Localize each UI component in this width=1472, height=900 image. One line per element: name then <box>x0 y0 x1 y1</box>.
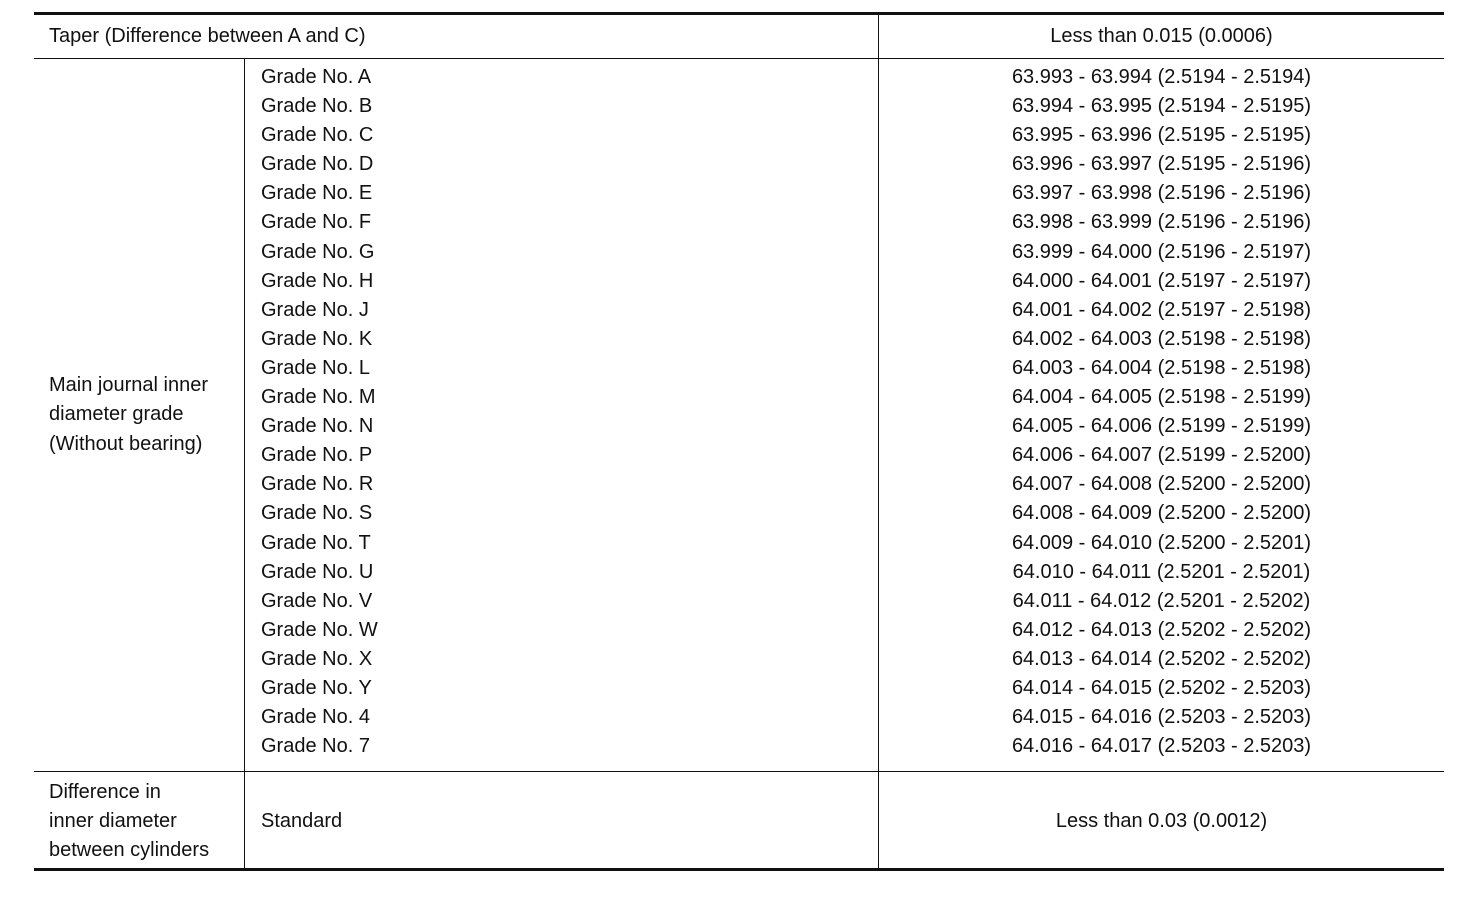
grade-value: 64.009 - 64.010 (2.5200 - 2.5201) <box>1011 531 1312 554</box>
grade-name: Grade No. D <box>261 153 374 176</box>
grade-label-line: diameter grade <box>49 403 184 426</box>
grade-label <box>49 371 208 458</box>
grade-value: 64.007 - 64.008 (2.5200 - 2.5200) <box>1011 473 1312 496</box>
taper-label: Taper (Difference between A and C) <box>49 24 366 47</box>
grade-value: 64.011 - 64.012 (2.5201 - 2.5202) <box>1012 589 1311 612</box>
difference-label-line: inner diameter <box>49 809 177 832</box>
grade-name: Grade No. P <box>261 444 373 467</box>
taper-value: Less than 0.015 (0.0006) <box>1050 24 1273 47</box>
grade-name: Grade No. T <box>261 531 371 554</box>
difference-label-line: Difference in <box>49 780 161 803</box>
grade-value: 64.001 - 64.002 (2.5197 - 2.5198) <box>1011 298 1312 321</box>
difference-label <box>49 778 209 865</box>
grade-value: 64.002 - 64.003 (2.5198 - 2.5198) <box>1011 327 1312 350</box>
grade-label-line: (Without bearing) <box>49 432 203 455</box>
difference-value: Less than 0.03 (0.0012) <box>1055 809 1268 832</box>
taper-label-cell <box>34 15 879 58</box>
grade-name: Grade No. U <box>261 560 374 583</box>
grade-label-cell <box>34 59 245 771</box>
grade-name: Grade No. V <box>261 589 373 612</box>
grade-name: Grade No. E <box>261 182 373 205</box>
grade-name: Grade No. F <box>261 211 372 234</box>
grade-value: 64.005 - 64.006 (2.5199 - 2.5199) <box>1011 415 1312 438</box>
grade-value: 63.995 - 63.996 (2.5195 - 2.5195) <box>1011 124 1312 147</box>
grade-name: Grade No. J <box>261 298 369 321</box>
grade-value: 64.010 - 64.011 (2.5201 - 2.5201) <box>1012 560 1311 583</box>
grade-name: Grade No. R <box>261 473 374 496</box>
grade-name: Grade No. G <box>261 240 375 263</box>
spec-table <box>34 12 1444 871</box>
grade-value: 64.012 - 64.013 (2.5202 - 2.5202) <box>1011 618 1312 641</box>
grade-value: 63.998 - 63.999 (2.5196 - 2.5196) <box>1011 211 1312 234</box>
grade-section <box>34 59 1444 772</box>
grade-name: Grade No. K <box>261 327 373 350</box>
grade-name: Grade No. Y <box>261 676 372 699</box>
grade-names-cell <box>245 59 879 771</box>
grade-name: Grade No. H <box>261 269 374 292</box>
difference-row <box>34 772 1444 871</box>
difference-label-cell <box>34 772 245 871</box>
grade-value: 63.999 - 64.000 (2.5196 - 2.5197) <box>1011 240 1312 263</box>
grade-value: 63.996 - 63.997 (2.5195 - 2.5196) <box>1011 153 1312 176</box>
grade-name: Grade No. W <box>261 618 378 641</box>
grade-value: 64.004 - 64.005 (2.5198 - 2.5199) <box>1011 386 1312 409</box>
grade-name: Grade No. M <box>261 386 376 409</box>
difference-label-line: between cylinders <box>49 839 210 862</box>
grade-name: Grade No. 7 <box>261 735 370 758</box>
grade-name: Grade No. L <box>261 356 370 379</box>
difference-sublabel-cell <box>245 772 879 871</box>
grade-label-line: Main journal inner <box>49 374 208 397</box>
difference-sublabel: Standard <box>261 809 343 832</box>
grade-name: Grade No. S <box>261 502 373 525</box>
grade-value: 63.997 - 63.998 (2.5196 - 2.5196) <box>1011 182 1312 205</box>
taper-row <box>34 15 1444 59</box>
grade-value: 64.016 - 64.017 (2.5203 - 2.5203) <box>1011 735 1312 758</box>
grade-name: Grade No. X <box>261 647 373 670</box>
grade-value: 64.013 - 64.014 (2.5202 - 2.5202) <box>1011 647 1312 670</box>
grade-value: 64.008 - 64.009 (2.5200 - 2.5200) <box>1011 502 1312 525</box>
grade-value: 64.014 - 64.015 (2.5202 - 2.5203) <box>1011 676 1312 699</box>
grade-name: Grade No. B <box>261 95 373 118</box>
grade-value: 64.003 - 64.004 (2.5198 - 2.5198) <box>1011 356 1312 379</box>
grade-name: Grade No. 4 <box>261 706 370 729</box>
difference-value-cell <box>879 772 1444 871</box>
grade-value: 64.015 - 64.016 (2.5203 - 2.5203) <box>1011 706 1312 729</box>
grade-values-cell <box>879 59 1444 771</box>
grade-value: 63.993 - 63.994 (2.5194 - 2.5194) <box>1011 66 1312 88</box>
grade-value: 64.006 - 64.007 (2.5199 - 2.5200) <box>1011 444 1312 467</box>
grade-name: Grade No. A <box>261 66 372 88</box>
grade-name: Grade No. C <box>261 124 374 147</box>
grade-name: Grade No. N <box>261 415 374 438</box>
grade-value: 63.994 - 63.995 (2.5194 - 2.5195) <box>1011 95 1312 118</box>
grade-value: 64.000 - 64.001 (2.5197 - 2.5197) <box>1011 269 1312 292</box>
taper-value-cell <box>879 15 1444 58</box>
